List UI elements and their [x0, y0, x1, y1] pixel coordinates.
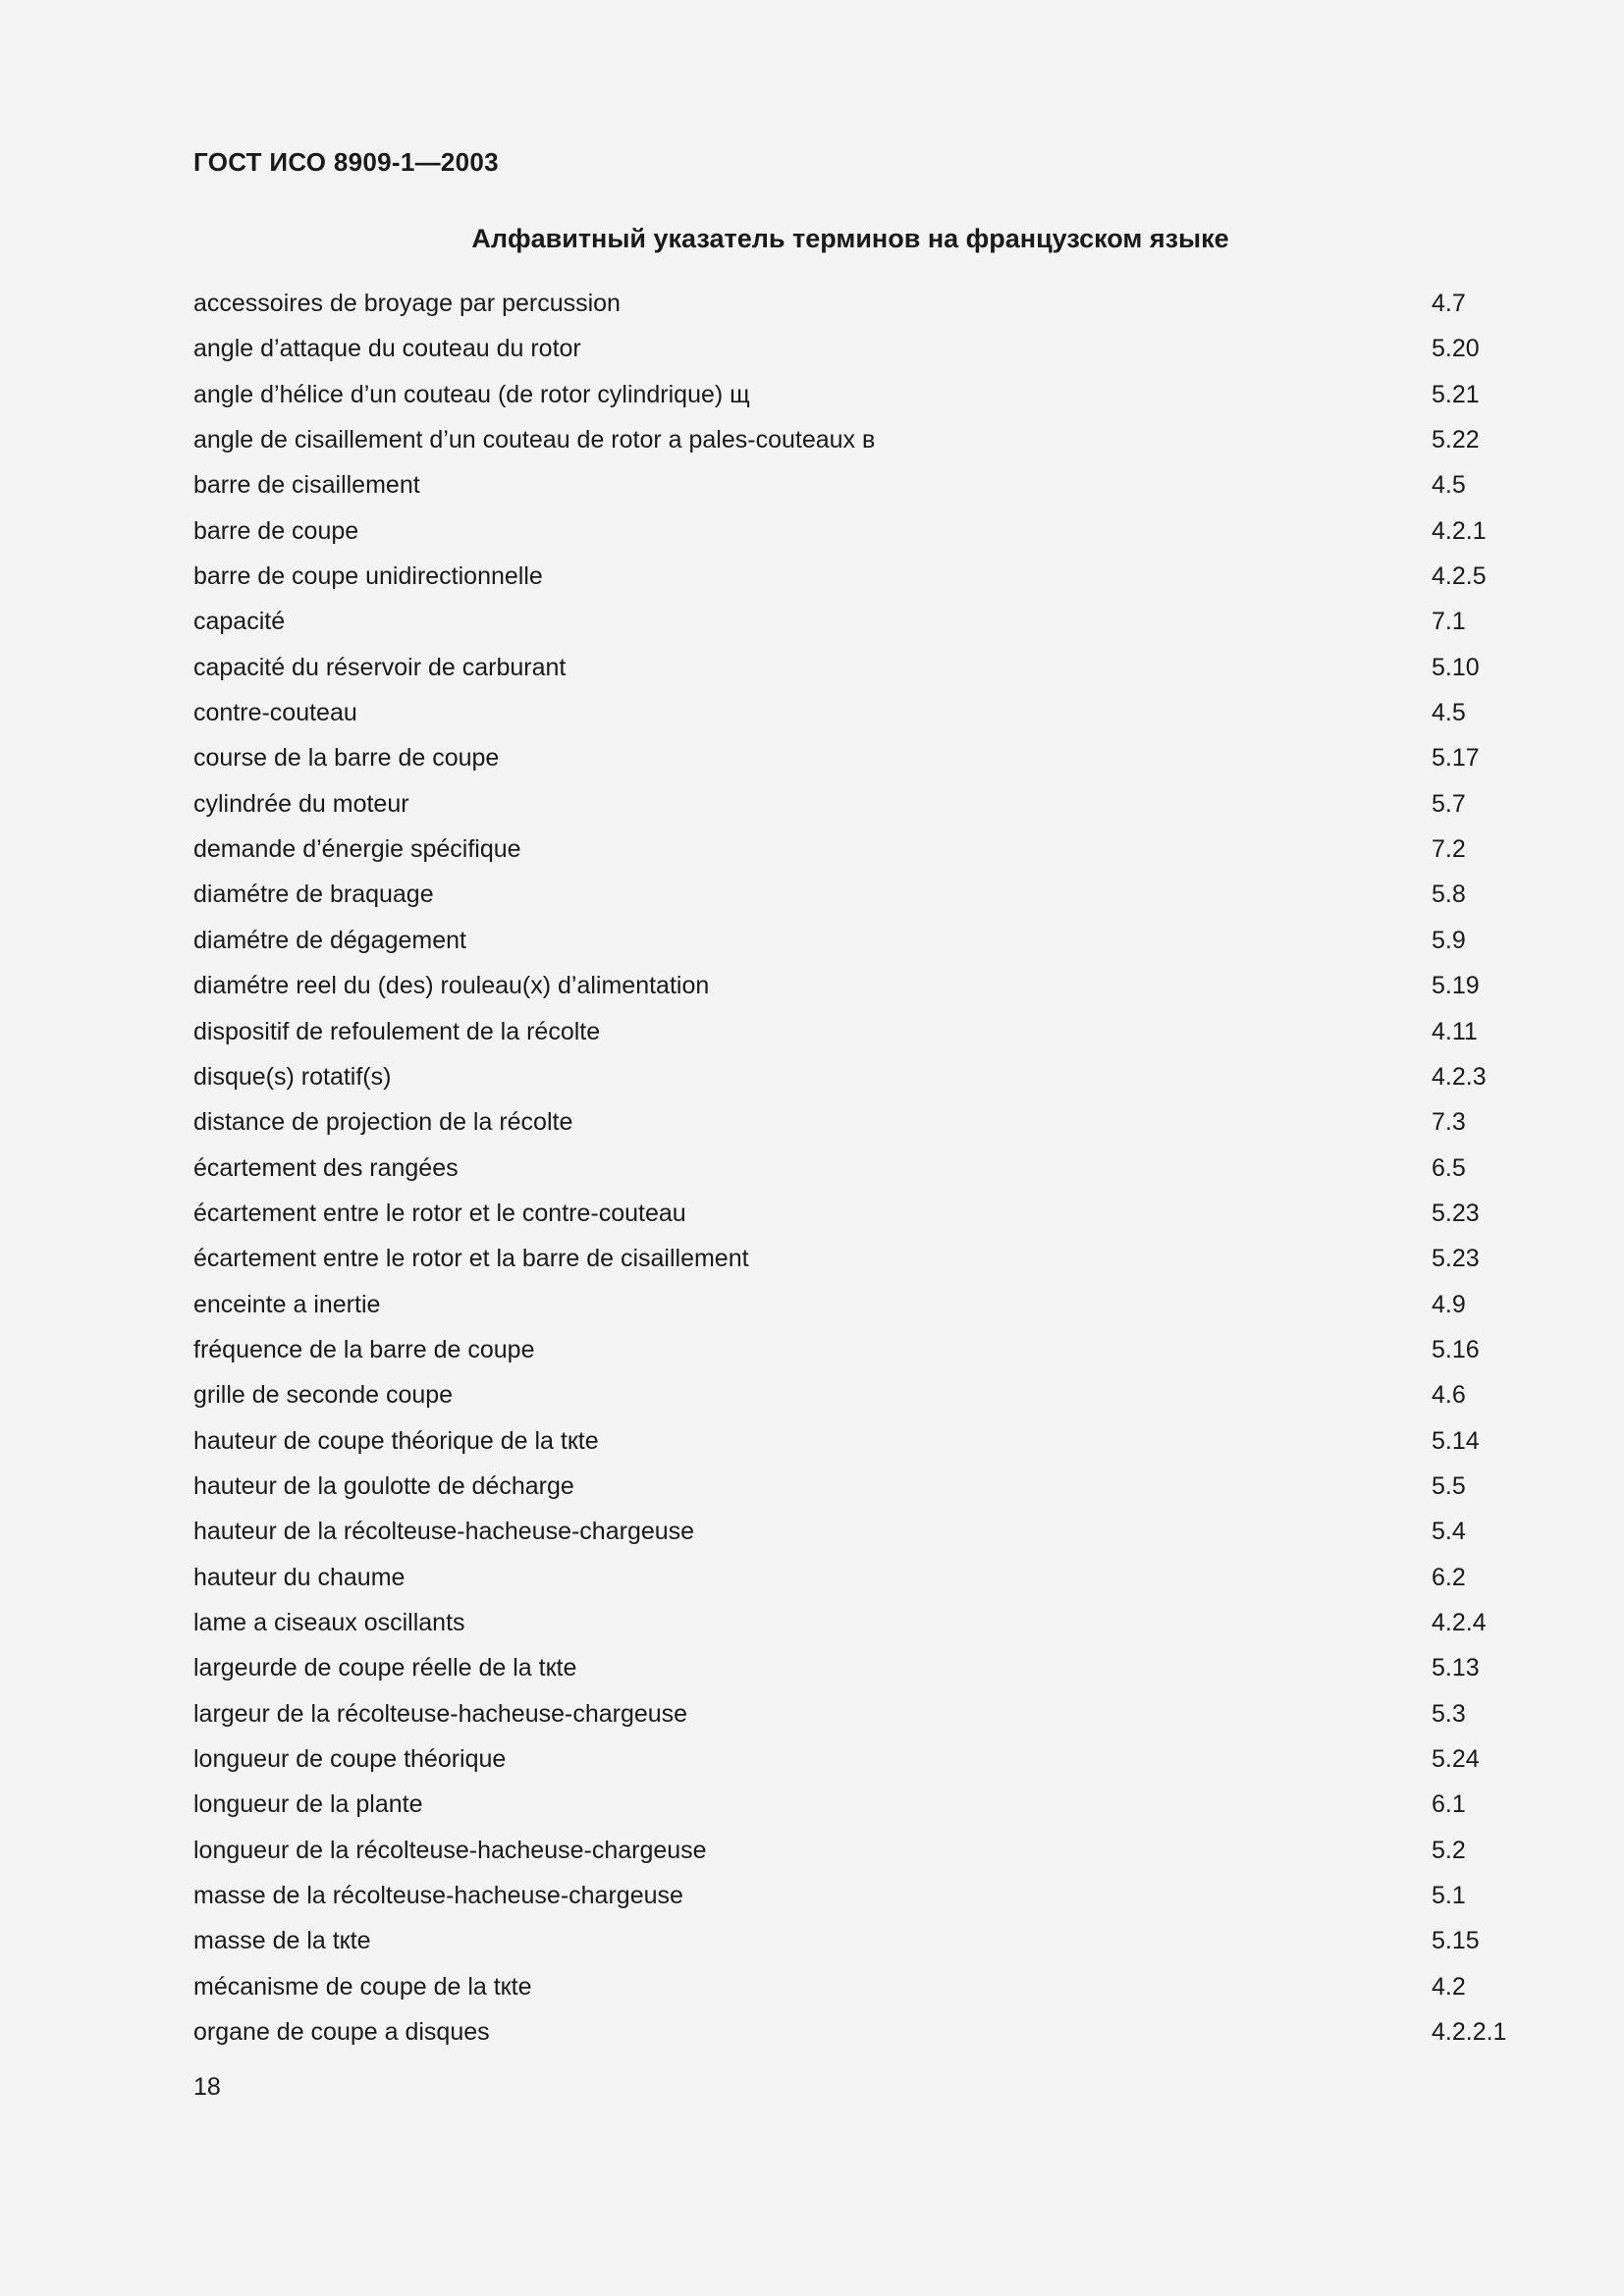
index-reference: 6.5: [1432, 1153, 1466, 1182]
index-term: longueur de coupe théorique: [193, 1745, 507, 1773]
index-reference: 5.23: [1432, 1245, 1480, 1273]
index-entry: [193, 607, 1509, 652]
index-term: masse de la tкte: [193, 1927, 371, 1955]
index-term: disque(s) rotatif(s): [193, 1062, 392, 1091]
index-reference: 4.2.3: [1432, 1062, 1487, 1091]
index-term: hauteur de coupe théorique de la tкte: [193, 1426, 599, 1455]
index-entry: [193, 1517, 1509, 1562]
index-reference: 5.2: [1432, 1836, 1466, 1864]
index-reference: 4.2.2.1: [1432, 2018, 1507, 2047]
index-term: cylindrée du moteur: [193, 789, 409, 818]
index-reference: 5.9: [1432, 926, 1466, 954]
index-entry: [193, 289, 1509, 334]
index-entry: [193, 1062, 1509, 1107]
index-term: accessoires de broyage par percussion: [193, 290, 621, 317]
index-reference: 5.17: [1432, 744, 1480, 773]
index-term: hauteur du chaume: [193, 1563, 406, 1591]
index-reference: 4.7: [1432, 290, 1466, 317]
index-entry: [193, 1153, 1509, 1199]
index-entries-list: [193, 289, 1509, 2062]
index-term: écartement entre le rotor et la barre de cisaillement: [193, 1245, 749, 1273]
index-reference: 5.16: [1432, 1335, 1480, 1363]
index-entry: [193, 1972, 1509, 2017]
index-reference: 4.9: [1432, 1290, 1466, 1318]
index-entry: [193, 1699, 1509, 1744]
index-reference: 4.11: [1432, 1017, 1478, 1045]
index-term: diamétre de braquage: [193, 881, 434, 909]
index-term: capacité du réservoir de carburant: [193, 653, 567, 681]
page-number: 18: [193, 2073, 221, 2101]
index-entry: [193, 1290, 1509, 1335]
index-term: distance de projection de la récolte: [193, 1108, 573, 1137]
index-reference: 5.19: [1432, 972, 1480, 1000]
index-reference: 4.5: [1432, 471, 1466, 500]
index-reference: 7.3: [1432, 1108, 1466, 1137]
index-reference: 4.2.4: [1432, 1608, 1487, 1636]
index-entry: [193, 1107, 1509, 1152]
index-reference: 5.13: [1432, 1654, 1480, 1682]
index-term: largeur de la récolteuse-hacheuse-chargeuse: [193, 1699, 688, 1728]
index-term: angle d’hélice d’un couteau (de rotor cylindrique) щ: [193, 380, 750, 408]
index-entry: [193, 1653, 1509, 1698]
index-term: angle d’attaque du couteau du rotor: [193, 335, 581, 363]
index-entry: [193, 334, 1509, 379]
index-reference: 4.2.1: [1432, 516, 1487, 545]
index-entry: [193, 516, 1509, 561]
index-term: barre de coupe: [193, 516, 359, 545]
index-reference: 7.2: [1432, 835, 1466, 864]
index-reference: 5.1: [1432, 1882, 1466, 1910]
index-reference: 5.4: [1432, 1518, 1466, 1546]
index-term: course de la barre de coupe: [193, 744, 500, 773]
index-entry: [193, 1744, 1509, 1789]
index-term: enceinte a inertie: [193, 1290, 381, 1318]
index-entry: [193, 1608, 1509, 1653]
index-entry: [193, 1199, 1509, 1244]
index-reference: 5.20: [1432, 335, 1480, 363]
index-term: demande d’énergie spécifique: [193, 835, 521, 864]
index-term: fréquence de la barre de coupe: [193, 1335, 535, 1363]
index-term: hauteur de la goulotte de décharge: [193, 1471, 574, 1500]
index-term: mécanisme de coupe de la tкte: [193, 1972, 532, 2001]
index-entry: [193, 1926, 1509, 1971]
index-reference: 5.23: [1432, 1199, 1480, 1227]
index-term: masse de la récolteuse-hacheuse-chargeuse: [193, 1882, 683, 1910]
index-reference: 5.22: [1432, 426, 1480, 454]
index-entry: [193, 971, 1509, 1016]
index-reference: 4.6: [1432, 1381, 1466, 1410]
index-entry: [193, 380, 1509, 425]
index-entry: [193, 1471, 1509, 1517]
index-reference: 4.5: [1432, 699, 1466, 727]
index-entry: [193, 698, 1509, 743]
index-term: dispositif de refoulement de la récolte: [193, 1017, 601, 1045]
index-term: contre-couteau: [193, 699, 357, 727]
index-term: diamétre de dégagement: [193, 926, 466, 954]
index-term: lame a ciseaux oscillants: [193, 1608, 465, 1636]
index-reference: 5.15: [1432, 1927, 1480, 1955]
index-reference: 5.3: [1432, 1699, 1466, 1728]
index-entry: [193, 1017, 1509, 1062]
index-entry: [193, 653, 1509, 698]
index-term: longueur de la récolteuse-hacheuse-chargeuse: [193, 1836, 707, 1864]
index-reference: 4.2: [1432, 1972, 1466, 2001]
index-reference: 6.2: [1432, 1563, 1466, 1591]
index-reference: 7.1: [1432, 608, 1466, 636]
index-reference: 5.21: [1432, 380, 1480, 408]
index-entry: [193, 834, 1509, 880]
index-term: largeurde de coupe réelle de la tкte: [193, 1654, 577, 1682]
index-term: capacité: [193, 608, 286, 636]
index-entry: [193, 926, 1509, 971]
index-reference: 5.24: [1432, 1745, 1480, 1773]
index-entry: [193, 789, 1509, 834]
index-term: organe de coupe a disques: [193, 2018, 490, 2047]
index-entry: [193, 1563, 1509, 1608]
index-entry: [193, 1426, 1509, 1471]
index-reference: 5.14: [1432, 1426, 1480, 1455]
index-reference: 6.1: [1432, 1790, 1466, 1819]
index-term: grille de seconde coupe: [193, 1381, 454, 1410]
index-term: écartement des rangées: [193, 1153, 459, 1182]
index-entry: [193, 880, 1509, 925]
index-entry: [193, 1244, 1509, 1289]
index-term: écartement entre le rotor et le contre-couteau: [193, 1199, 686, 1227]
index-entry: [193, 1836, 1509, 1881]
index-entry: [193, 2017, 1509, 2062]
index-title: Алфавитный указатель терминов на французском языке: [471, 224, 1229, 253]
index-entry: [193, 561, 1509, 607]
index-term: hauteur de la récolteuse-hacheuse-chargeuse: [193, 1518, 695, 1546]
document-code: ГОСТ ИСО 8909-1—2003: [193, 147, 499, 177]
index-entry: [193, 1380, 1509, 1425]
index-reference: 5.8: [1432, 881, 1466, 909]
index-entry: [193, 470, 1509, 515]
index-reference: 5.7: [1432, 789, 1466, 818]
index-entry: [193, 743, 1509, 788]
index-term: angle de cisaillement d’un couteau de rotor a pales-couteaux в: [193, 426, 876, 454]
index-entry: [193, 1789, 1509, 1835]
index-term: diamétre reel du (des) rouleau(x) d’alimentation: [193, 972, 710, 1000]
index-entry: [193, 1335, 1509, 1380]
index-reference: 5.10: [1432, 653, 1480, 681]
index-term: barre de cisaillement: [193, 471, 420, 500]
index-reference: 4.2.5: [1432, 562, 1487, 591]
index-reference: 5.5: [1432, 1471, 1466, 1500]
index-term: barre de coupe unidirectionnelle: [193, 562, 543, 591]
index-entry: [193, 1881, 1509, 1926]
index-term: longueur de la plante: [193, 1790, 423, 1819]
index-entry: [193, 425, 1509, 470]
